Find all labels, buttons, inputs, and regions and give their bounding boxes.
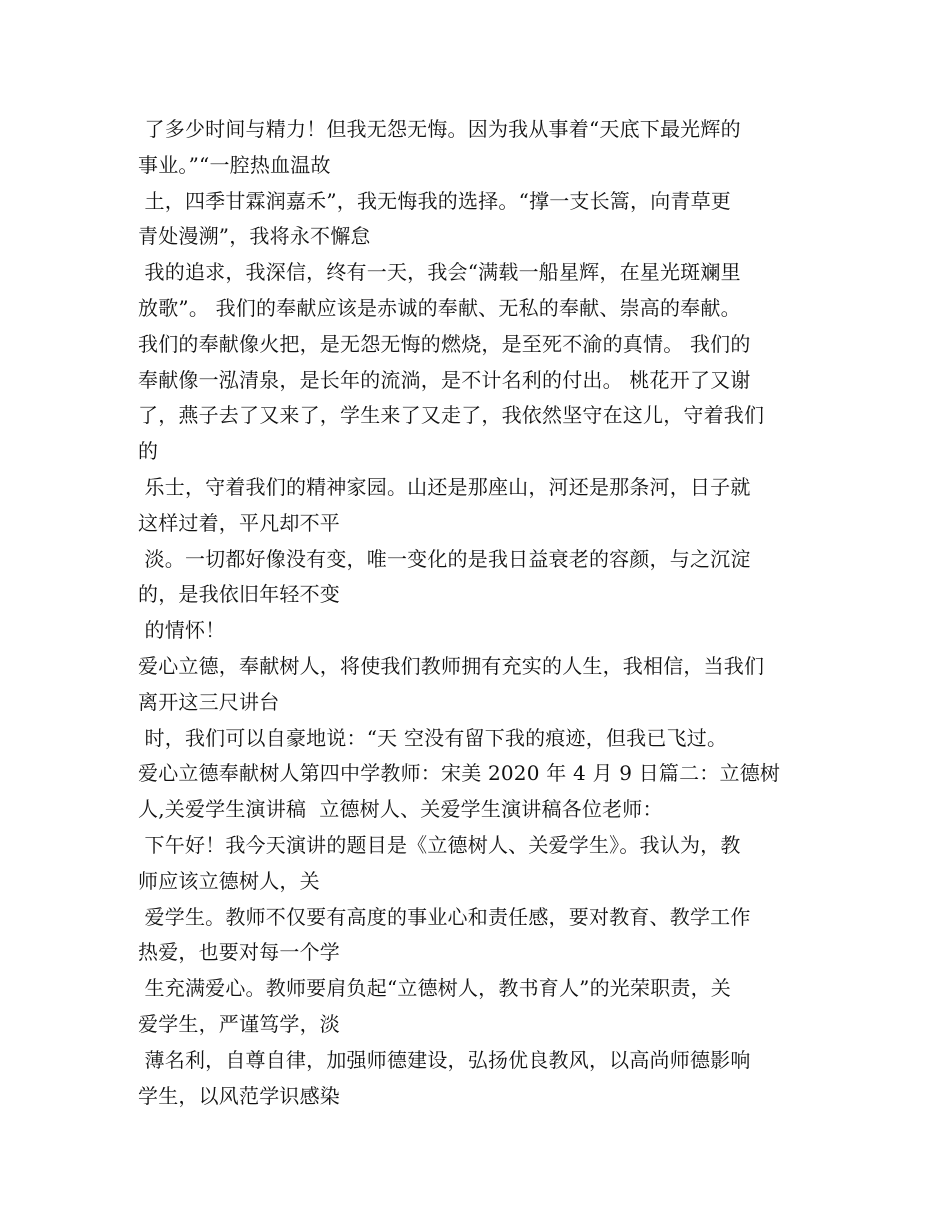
text-line: 师应该立德树人，关 [138,868,320,893]
text-line: 的 [138,439,159,464]
text-line: 时，我们可以自豪地说：“天 空没有留下我的痕迹，但我已飞过。 [138,725,728,750]
text-line: 事业。”“一腔热血温故 [138,152,331,177]
text-line: 的情怀！ [138,618,226,643]
text-line: 了多少时间与精力！但我无怨无悔。因为我从事着“天底下最光辉的 [138,117,741,141]
text-line: 爱心立德奉献树人第四中学教师：宋美 2020 年 4 月 9 日篇二：立德树 [138,761,781,786]
text-line: 热爱，也要对每一个学 [138,940,340,965]
text-line: 乐士，守着我们的精神家园。山还是那座山，河还是那条河，日子就 [138,474,751,499]
text-line: 奉献像一泓清泉，是长年的流淌，是不计名利的付出。 桃花开了又谢 [138,367,751,392]
text-line: 爱学生。教师不仅要有高度的事业心和责任感，要对教育、教学工作 [138,904,751,929]
text-line: 学生，以风范学识感染 [138,1083,340,1108]
text-line: 淡。一切都好像没有变，唯一变化的是我日益衰老的容颜，与之沉淀 [138,546,751,571]
text-line: 青处漫溯”，我将永不懈怠 [138,224,371,249]
text-line: 土，四季甘霖润嘉禾”，我无悔我的选择。“撑一支长篙，向青草更 [138,188,732,213]
text-line: 我们的奉献像火把，是无怨无悔的燃烧，是至死不渝的真情。 我们的 [138,331,751,356]
body-text [138,112,818,1114]
text-line: 爱学生，严谨笃学，淡 [138,1011,340,1036]
text-line: 生充满爱心。教师要肩负起“立德树人，教书育人”的光荣职责，关 [138,976,732,1001]
text-line: 薄名利，自尊自律，加强师德建设，弘扬优良教风，以高尚师德影响 [138,1047,751,1072]
text-line: 人,关爱学生演讲稿 立德树人、关爱学生演讲稿各位老师： [138,797,663,822]
text-line: 我的追求，我深信，终有一天，我会“满载一船星辉，在星光斑斓里 [138,260,741,285]
text-line: 下午好！我今天演讲的题目是《立德树人、关爱学生》。我认为，教 [138,832,741,857]
text-line: 这样过着，平凡却不平 [138,510,340,535]
text-line: 爱心立德，奉献树人，将使我们教师拥有充实的人生，我相信，当我们 [138,653,765,678]
text-line: 离开这三尺讲台 [138,689,280,714]
text-line: 了，燕子去了又来了，学生来了又走了，我依然坚守在这儿，守着我们 [138,403,765,428]
text-line: 放歌”。 我们的奉献应该是赤诚的奉献、无私的奉献、崇高的奉献。 [138,295,741,320]
text-line: 的，是我依旧年轻不变 [138,582,340,607]
